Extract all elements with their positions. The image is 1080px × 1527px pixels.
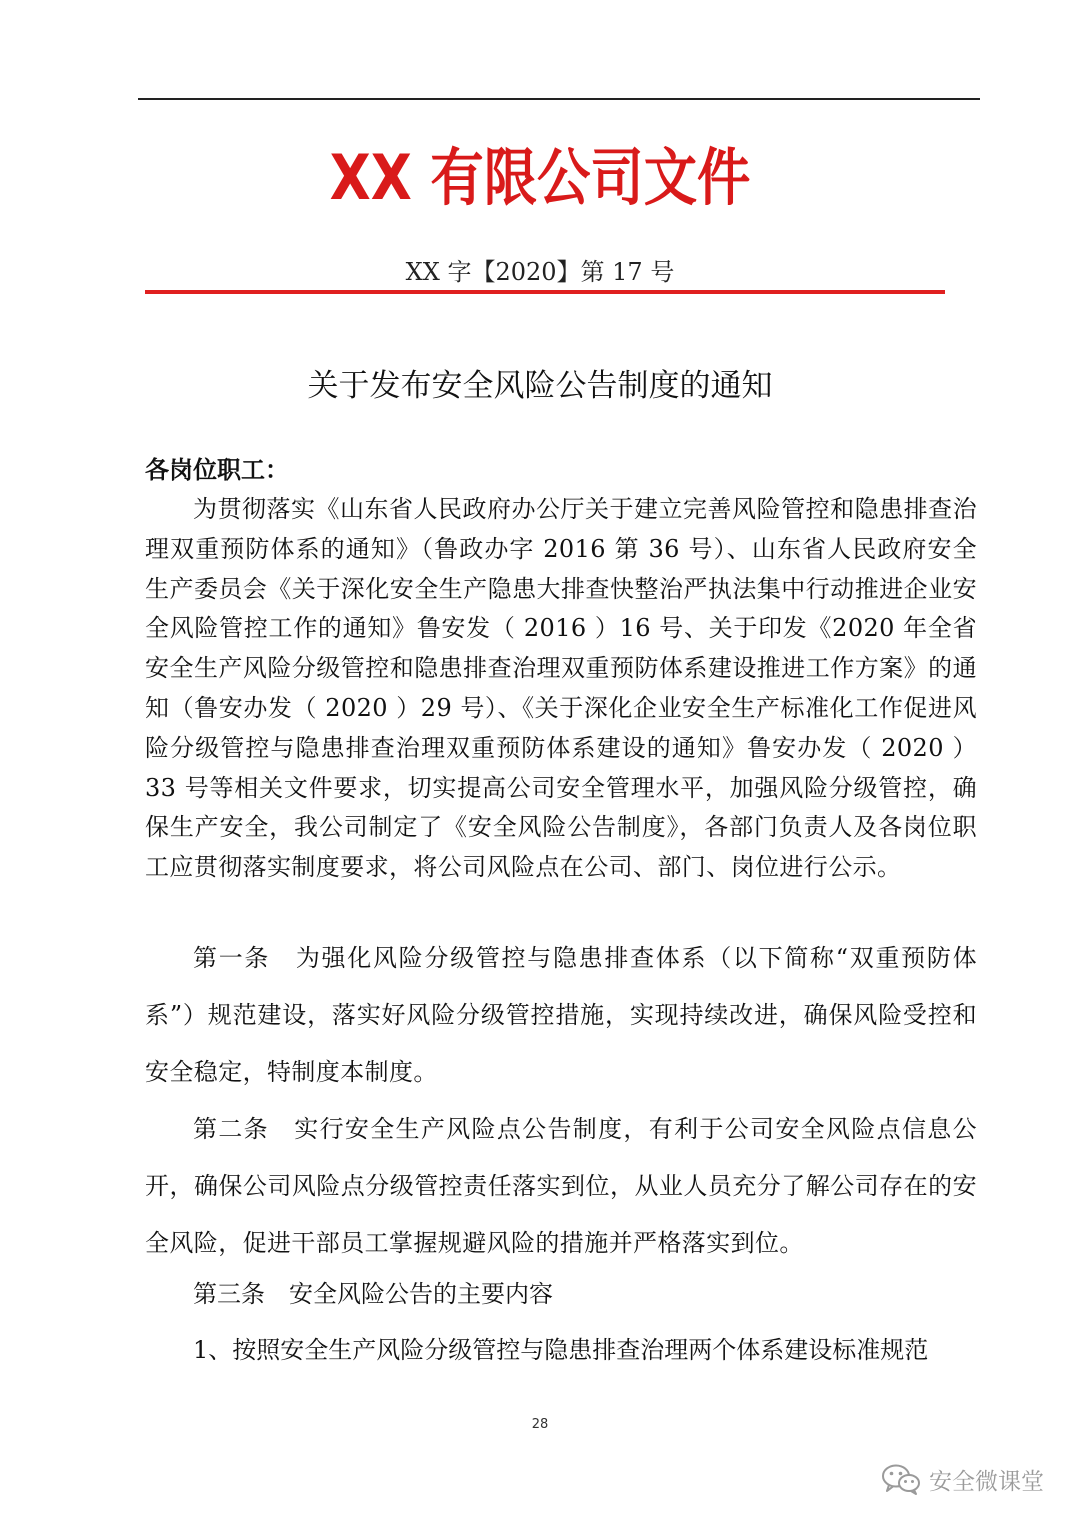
notice-title: 关于发布安全风险公告制度的通知: [307, 368, 773, 404]
article-2-paragraph: 第二条 实行安全生产风险点公告制度，有利于公司安全风险点信息公开，确保公司风险点分级管控责任落实到位，从业人员充分了解公司存在的安全风险，促进干部员工掌握规避风险的措施并严格落实到位。: [145, 1115, 977, 1257]
company-title: XX 有限公司文件: [329, 141, 751, 214]
header-top-rule: [138, 98, 980, 100]
article-1-paragraph: 第一条 为强化风险分级管控与隐患排查体系（以下简称“双重预防体系”）规范建设，落实好风险分级管控措施，实现持续改进，确保风险受控和安全稳定，特制度本制度。: [145, 944, 977, 1086]
red-divider: [145, 290, 945, 294]
wechat-icon: [881, 1462, 921, 1496]
item-1-paragraph: 1、按照安全生产风险分级管控与隐患排查治理两个体系建设标准规范: [193, 1336, 929, 1364]
page-number: 28: [531, 1417, 549, 1432]
watermark-text: 安全微课堂: [929, 1468, 1044, 1495]
salutation: 各岗位职工：: [145, 455, 289, 484]
article-3-heading: 第三条 安全风险公告的主要内容: [193, 1280, 553, 1308]
intro-paragraph: 为贯彻落实《山东省人民政府办公厅关于建立完善风险管控和隐患排查治理双重预防体系的通知》（鲁政办字 2016 第 36 号）、山东省人民政府安全生产委员会《关于深化安全生产隐患大排查快整治严执法集中行动推进企业安全风险管控工作的通知》鲁安发（ 2016 ）16 号、关于印发《2020 年全省安全生产风险分级管控和隐患排查治理双重预防体系建设推进工作方案》的通知（鲁安办发（ 2020 ）29 号）、《关于深化企业安全生产标准化工作促进风险分级管控与隐患排查治理双重预防体系建设的通知》鲁安办发（ 2020 ）33 号等相关文件要求，切实提高公司安全管理水平，加强风险分级管控，确保生产安全，我公司制定了《安全风险公告制度》，各部门负责人及各岗位职工应贯彻落实制度要求，将公司风险点在公司、部门、岗位进行公示。: [145, 495, 977, 882]
watermark: [881, 1459, 1044, 1499]
document-number: XX 字【2020】第 17 号: [405, 258, 675, 286]
